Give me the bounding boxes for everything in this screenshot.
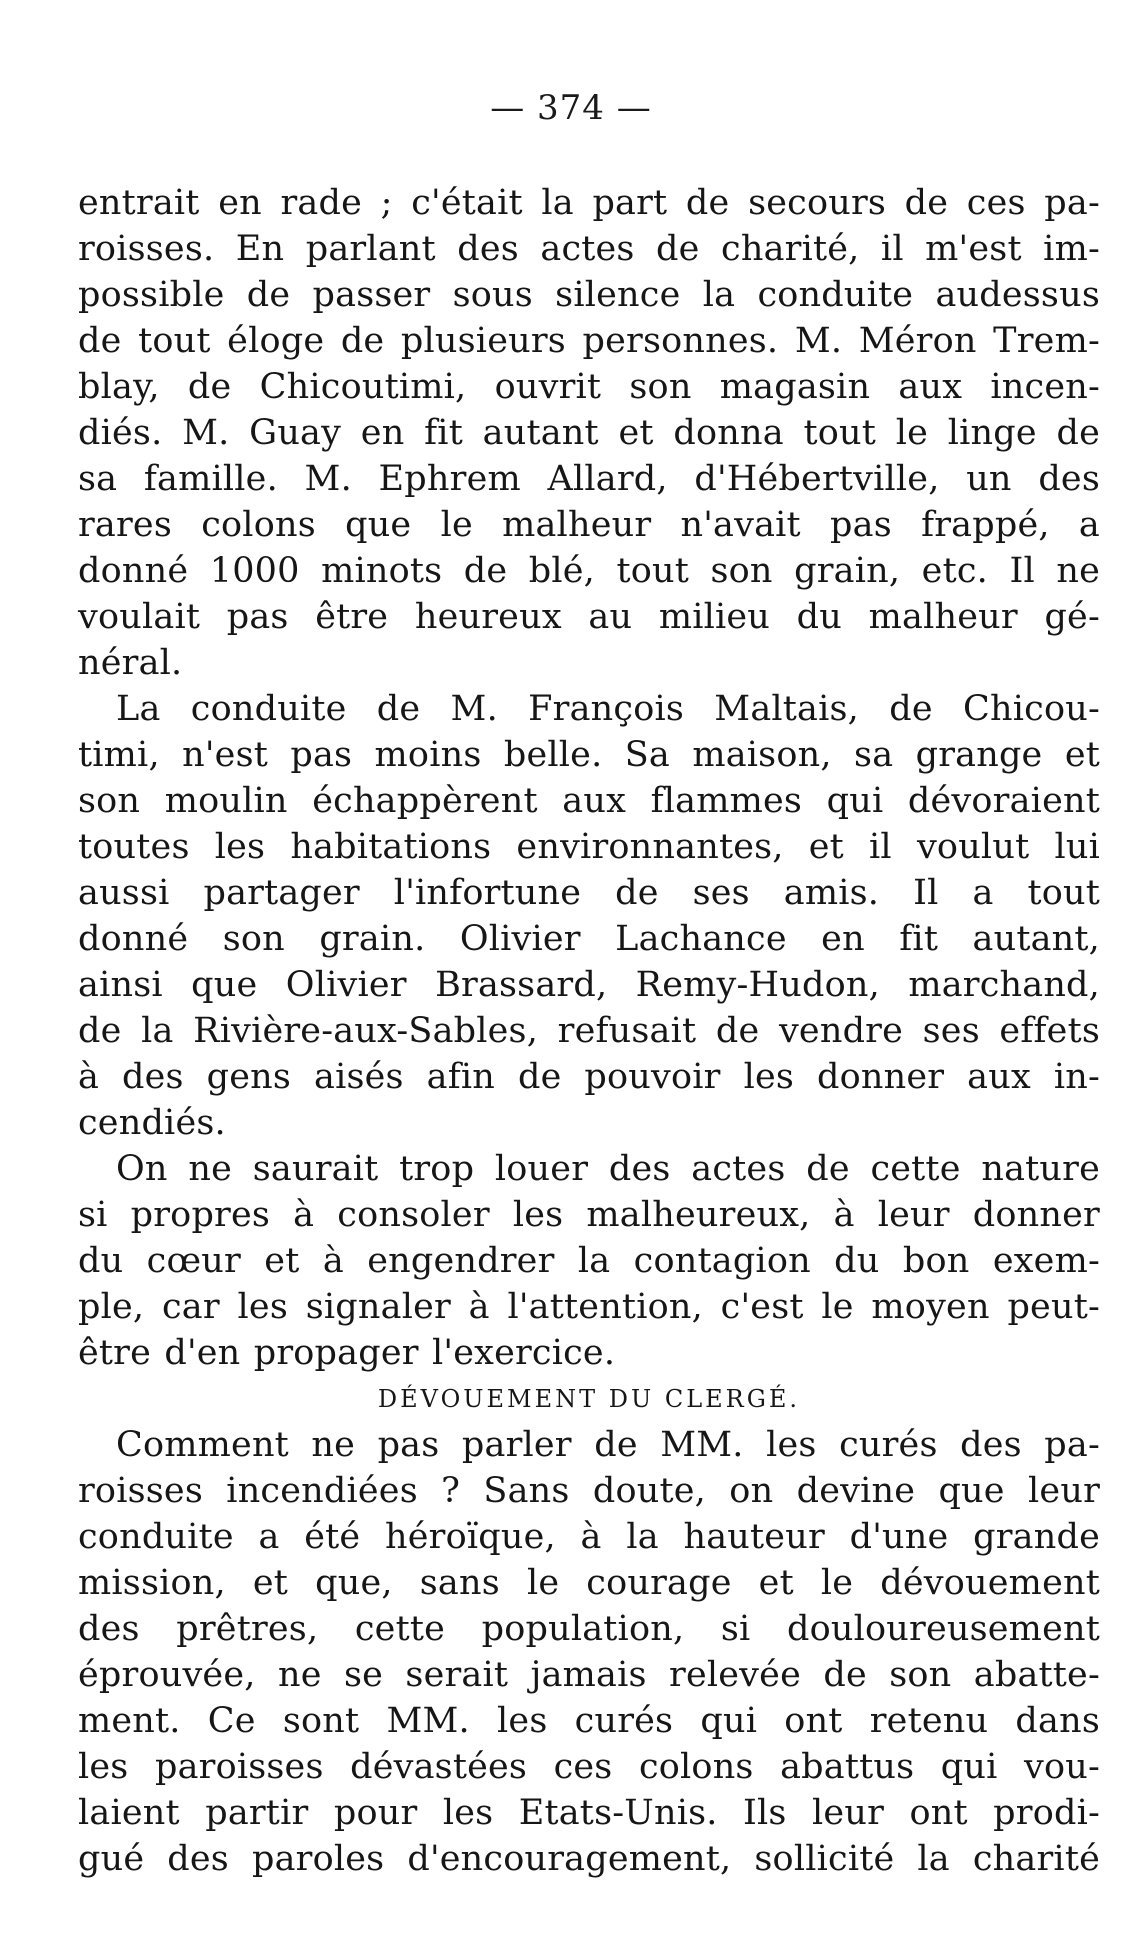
text-line: éprouvée, ne se serait jamais relevée de son abatte- <box>78 1655 1100 1695</box>
text-line: de la Rivière-aux-Sables, refusait de vendre ses effets <box>78 1011 1100 1051</box>
text-line: toutes les habitations environnantes, et il voulut lui <box>78 827 1100 867</box>
text-line: donné 1000 minots de blé, tout son grain, etc. Il ne <box>78 551 1100 591</box>
text-line: voulait pas être heureux au milieu du malheur gé- <box>78 597 1100 637</box>
text-line: de tout éloge de plusieurs personnes. M. Méron Trem- <box>78 321 1100 361</box>
text-line: son moulin échappèrent aux flammes qui dévoraient <box>78 781 1100 821</box>
text-line: diés. M. Guay en fit autant et donna tout le linge de <box>78 413 1100 453</box>
text-line: cendiés. <box>78 1103 226 1143</box>
body-text <box>78 180 1100 1882</box>
text-line: sa famille. M. Ephrem Allard, d'Hébertville, un des <box>78 459 1100 499</box>
text-line: mission, et que, sans le courage et le dévouement <box>78 1563 1100 1603</box>
text-line: du cœur et à engendrer la contagion du bon exem- <box>78 1241 1100 1281</box>
text-line: ple, car les signaler à l'attention, c'est le moyen peut- <box>78 1287 1100 1327</box>
text-line: conduite a été héroïque, à la hauteur d'une grande <box>78 1517 1100 1557</box>
text-line: timi, n'est pas moins belle. Sa maison, sa grange et <box>78 735 1100 775</box>
text-line: possible de passer sous silence la conduite audessus <box>78 275 1100 315</box>
text-line: ment. Ce sont MM. les curés qui ont retenu dans <box>78 1701 1100 1741</box>
text-line: roisses. En parlant des actes de charité, il m'est im- <box>78 229 1100 269</box>
text-line: On ne saurait trop louer des actes de cette nature <box>116 1149 1100 1189</box>
text-line: donné son grain. Olivier Lachance en fit autant, <box>78 919 1100 959</box>
text-line: entrait en rade ; c'était la part de secours de ces pa- <box>78 183 1100 223</box>
text-line: ainsi que Olivier Brassard, Remy-Hudon, marchand, <box>78 965 1100 1005</box>
text-line: à des gens aisés afin de pouvoir les donner aux in- <box>78 1057 1100 1097</box>
text-line: si propres à consoler les malheureux, à leur donner <box>78 1195 1100 1235</box>
text-line: laient partir pour les Etats-Unis. Ils leur ont prodi- <box>78 1793 1100 1833</box>
text-line: rares colons que le malheur n'avait pas frappé, a <box>78 505 1100 545</box>
text-line: Comment ne pas parler de MM. les curés des pa- <box>116 1425 1100 1465</box>
page-number: — 374 — <box>490 88 652 128</box>
text-line: La conduite de M. François Maltais, de Chicou- <box>116 689 1100 729</box>
text-line: les paroisses dévastées ces colons abattus qui vou- <box>78 1747 1100 1787</box>
text-line: des prêtres, cette population, si douloureusement <box>78 1609 1100 1649</box>
text-line: néral. <box>78 643 183 683</box>
section-heading: DÉVOUEMENT DU CLERGÉ. <box>377 1385 801 1413</box>
text-line: roisses incendiées ? Sans doute, on devine que leur <box>78 1471 1100 1511</box>
text-line: blay, de Chicoutimi, ouvrit son magasin aux incen- <box>78 367 1100 407</box>
text-line: gué des paroles d'encouragement, sollicité la charité <box>78 1839 1100 1879</box>
text-line: aussi partager l'infortune de ses amis. Il a tout <box>78 873 1100 913</box>
text-line: être d'en propager l'exercice. <box>78 1333 616 1373</box>
